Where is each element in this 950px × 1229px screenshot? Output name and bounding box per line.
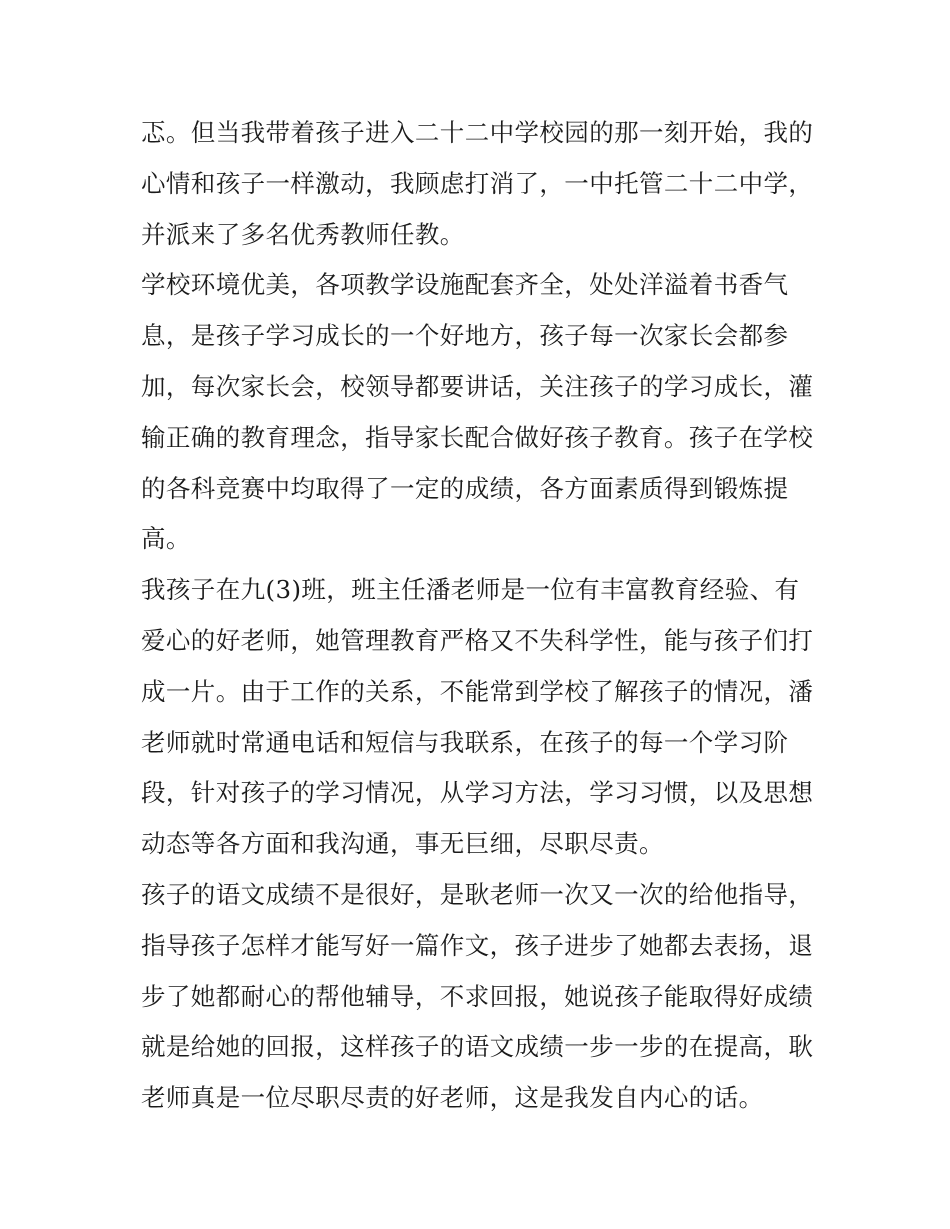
text-line: 动态等各方面和我沟通，事无巨细，尽职尽责。 — [141, 829, 664, 859]
text-line: 并派来了多名优秀教师任教。 — [141, 219, 465, 249]
text-line: 成一片。由于工作的关系，不能常到学校了解孩子的情况，潘 — [141, 676, 814, 706]
paragraph-1 — [141, 108, 821, 260]
text-line: 忑。但当我带着孩子进入二十二中学校园的那一刻开始，我的 — [141, 118, 814, 147]
text-line: 心情和孩子一样激动，我顾虑打消了，一中托管二十二中学， — [141, 168, 814, 198]
text-line: 高。 — [141, 524, 191, 554]
paragraph-2 — [141, 260, 821, 565]
document-body — [141, 108, 821, 1124]
text-line: 就是给她的回报，这样孩子的语文成绩一步一步的在提高，耿 — [141, 1032, 814, 1062]
text-line: 加，每次家长会，校领导都要讲话，关注孩子的学习成长，灌 — [141, 371, 814, 401]
paragraph-4 — [141, 870, 821, 1124]
text-line: 指导孩子怎样才能写好一篇作文，孩子进步了她都去表扬，退 — [141, 930, 814, 960]
text-line: 老师真是一位尽职尽责的好老师，这是我发自内心的话。 — [141, 1083, 764, 1113]
text-line: 步了她都耐心的帮他辅导，不求回报，她说孩子能取得好成绩 — [141, 981, 814, 1011]
text-line: 爱心的好老师，她管理教育严格又不失科学性，能与孩子们打 — [141, 625, 814, 655]
paragraph-3 — [141, 565, 821, 870]
text-line: 孩子的语文成绩不是很好，是耿老师一次又一次的给他指导， — [141, 879, 814, 909]
text-line: 学校环境优美，各项教学设施配套齐全，处处洋溢着书香气 — [141, 270, 789, 300]
text-line: 息，是孩子学习成长的一个好地方，孩子每一次家长会都参 — [141, 321, 789, 351]
text-line: 段，针对孩子的学习情况，从学习方法，学习习惯，以及思想 — [141, 778, 814, 808]
text-line: 输正确的教育理念，指导家长配合做好孩子教育。孩子在学校 — [141, 422, 814, 452]
text-line: 我孩子在九(3)班，班主任潘老师是一位有丰富教育经验、有 — [141, 575, 800, 605]
text-line: 的各科竞赛中均取得了一定的成绩，各方面素质得到锻炼提 — [141, 473, 789, 503]
text-line: 老师就时常通电话和短信与我联系，在孩子的每一个学习阶 — [141, 727, 789, 757]
